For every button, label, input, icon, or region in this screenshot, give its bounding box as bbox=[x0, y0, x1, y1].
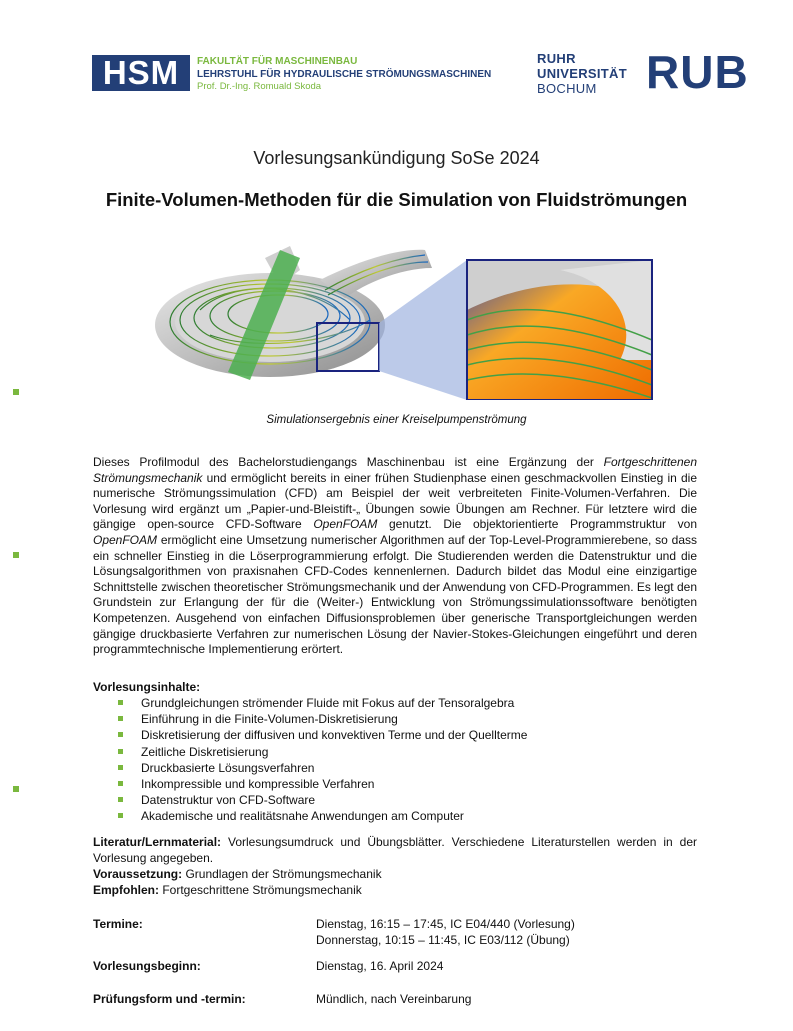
list-item: Diskretisierung der diffusiven und konvektiven Terme und der Quellterme bbox=[118, 727, 527, 743]
contents-list bbox=[118, 695, 527, 825]
page-title: Finite-Volumen-Methoden für die Simulation von Fluidströmungen bbox=[105, 189, 688, 210]
list-item: Einführung in die Finite-Volumen-Diskretisierung bbox=[118, 711, 527, 727]
side-marker bbox=[13, 552, 19, 558]
contents-heading: Vorlesungsinhalte: bbox=[93, 680, 201, 694]
university-line-2: UNIVERSITÄT bbox=[537, 66, 627, 81]
start-value: Dienstag, 16. April 2024 bbox=[316, 959, 444, 973]
list-item: Inkompressible und kompressible Verfahren bbox=[118, 776, 527, 792]
side-marker bbox=[13, 786, 19, 792]
zoomed-mesh-graphic bbox=[467, 260, 652, 400]
pump-simulation-figure bbox=[140, 240, 660, 400]
literature-paragraph: Literatur/Lernmaterial: Vorlesungsumdruck und Übungsblätter. Verschiedene Literaturstellen werden in der Vorlesung angegeben. bbox=[93, 835, 697, 865]
exam-label: Prüfungsform und -termin: bbox=[93, 992, 246, 1006]
list-item: Akademische und realitätsnahe Anwendungen am Computer bbox=[118, 808, 527, 824]
exam-value: Mündlich, nach Vereinbarung bbox=[316, 992, 472, 1006]
list-item: Datenstruktur von CFD-Software bbox=[118, 792, 527, 808]
list-item: Zeitliche Diskretisierung bbox=[118, 744, 527, 760]
schedule-exercise: Donnerstag, 10:15 – 11:45, IC E03/112 (Übung) bbox=[316, 932, 570, 947]
schedule-values bbox=[316, 917, 575, 948]
figure-caption: Simulationsergebnis einer Kreiselpumpenströmung bbox=[266, 414, 527, 426]
rub-logo: RUB bbox=[646, 46, 749, 98]
description-paragraph: Dieses Profilmodul des Bachelorstudiengangs Maschinenbau ist eine Ergänzung der Fortgeschrittenen Strömungsmechanik und ermöglicht bereits in einer frühen Studienphase einen geschmackvollen Einstieg in die numerische Strömungssimulation (CFD) am Beispiel der weit verbreiteten Finite-Volumen-Verfahren. Die Vorlesung wird ergänzt um „Papier-und-Bleistift-„ Übungen sowie Übungen am Rechner. Für letztere wird die gängige open-source CFD-Software OpenFOAM genutzt. Die objektorientierte Programmstruktur von OpenFOAM ermöglicht eine Umsetzung numerischer Algorithmen auf der Top-Level-Programmierebene, so dass ein schneller Einstieg in die Löserprogrammierung erfolgt. Die Studierenden werden die Datenstruktur und die Lösungsalgorithmen von praxisnahen CFD-Codes kennenlernen. Dadurch bildet das Modul eine einzigartige Schnittstelle zwischen theoretischer Strömungsmechanik und der Anwendung von CFD-Programmen. Es legt den Grundstein zur Erlangung der für die (Weiter-) Entwicklung von Strömungssimulationssoftware benötigten Kompetenzen. Ausgehend von einfachen Diffusionsproblemen über generische Transportgleichungen werden gängige druckbasierte Verfahren zur numerischen Lösung der Navier-Stokes-Gleichungen eingeführt und deren programmtechnische Implementierung erörtert. bbox=[93, 455, 697, 657]
professor-name: Prof. Dr.-Ing. Romuald Skoda bbox=[197, 81, 322, 92]
hsm-logo: HSM bbox=[92, 55, 190, 91]
faculty-name: FAKULTÄT FÜR MASCHINENBAU bbox=[197, 56, 358, 67]
university-line-1: RUHR bbox=[537, 51, 576, 66]
recommended-line: Empfohlen: Fortgeschrittene Strömungsmechanik bbox=[93, 883, 362, 897]
zoom-projection bbox=[379, 260, 467, 400]
start-label: Vorlesungsbeginn: bbox=[93, 959, 201, 973]
schedule-label: Termine: bbox=[93, 917, 143, 931]
university-line-3: BOCHUM bbox=[537, 81, 597, 96]
university-name bbox=[537, 51, 627, 96]
chair-info bbox=[197, 56, 491, 94]
side-marker bbox=[13, 389, 19, 395]
prerequisite-line: Voraussetzung: Grundlagen der Strömungsmechanik bbox=[93, 867, 382, 881]
list-item: Grundgleichungen strömender Fluide mit Fokus auf der Tensoralgebra bbox=[118, 695, 527, 711]
chair-name: LEHRSTUHL FÜR HYDRAULISCHE STRÖMUNGSMASCHINEN bbox=[197, 68, 492, 80]
announcement-heading: Vorlesungsankündigung SoSe 2024 bbox=[253, 148, 540, 168]
schedule-lecture: Dienstag, 16:15 – 17:45, IC E04/440 (Vorlesung) bbox=[316, 917, 575, 931]
list-item: Druckbasierte Lösungsverfahren bbox=[118, 760, 527, 776]
